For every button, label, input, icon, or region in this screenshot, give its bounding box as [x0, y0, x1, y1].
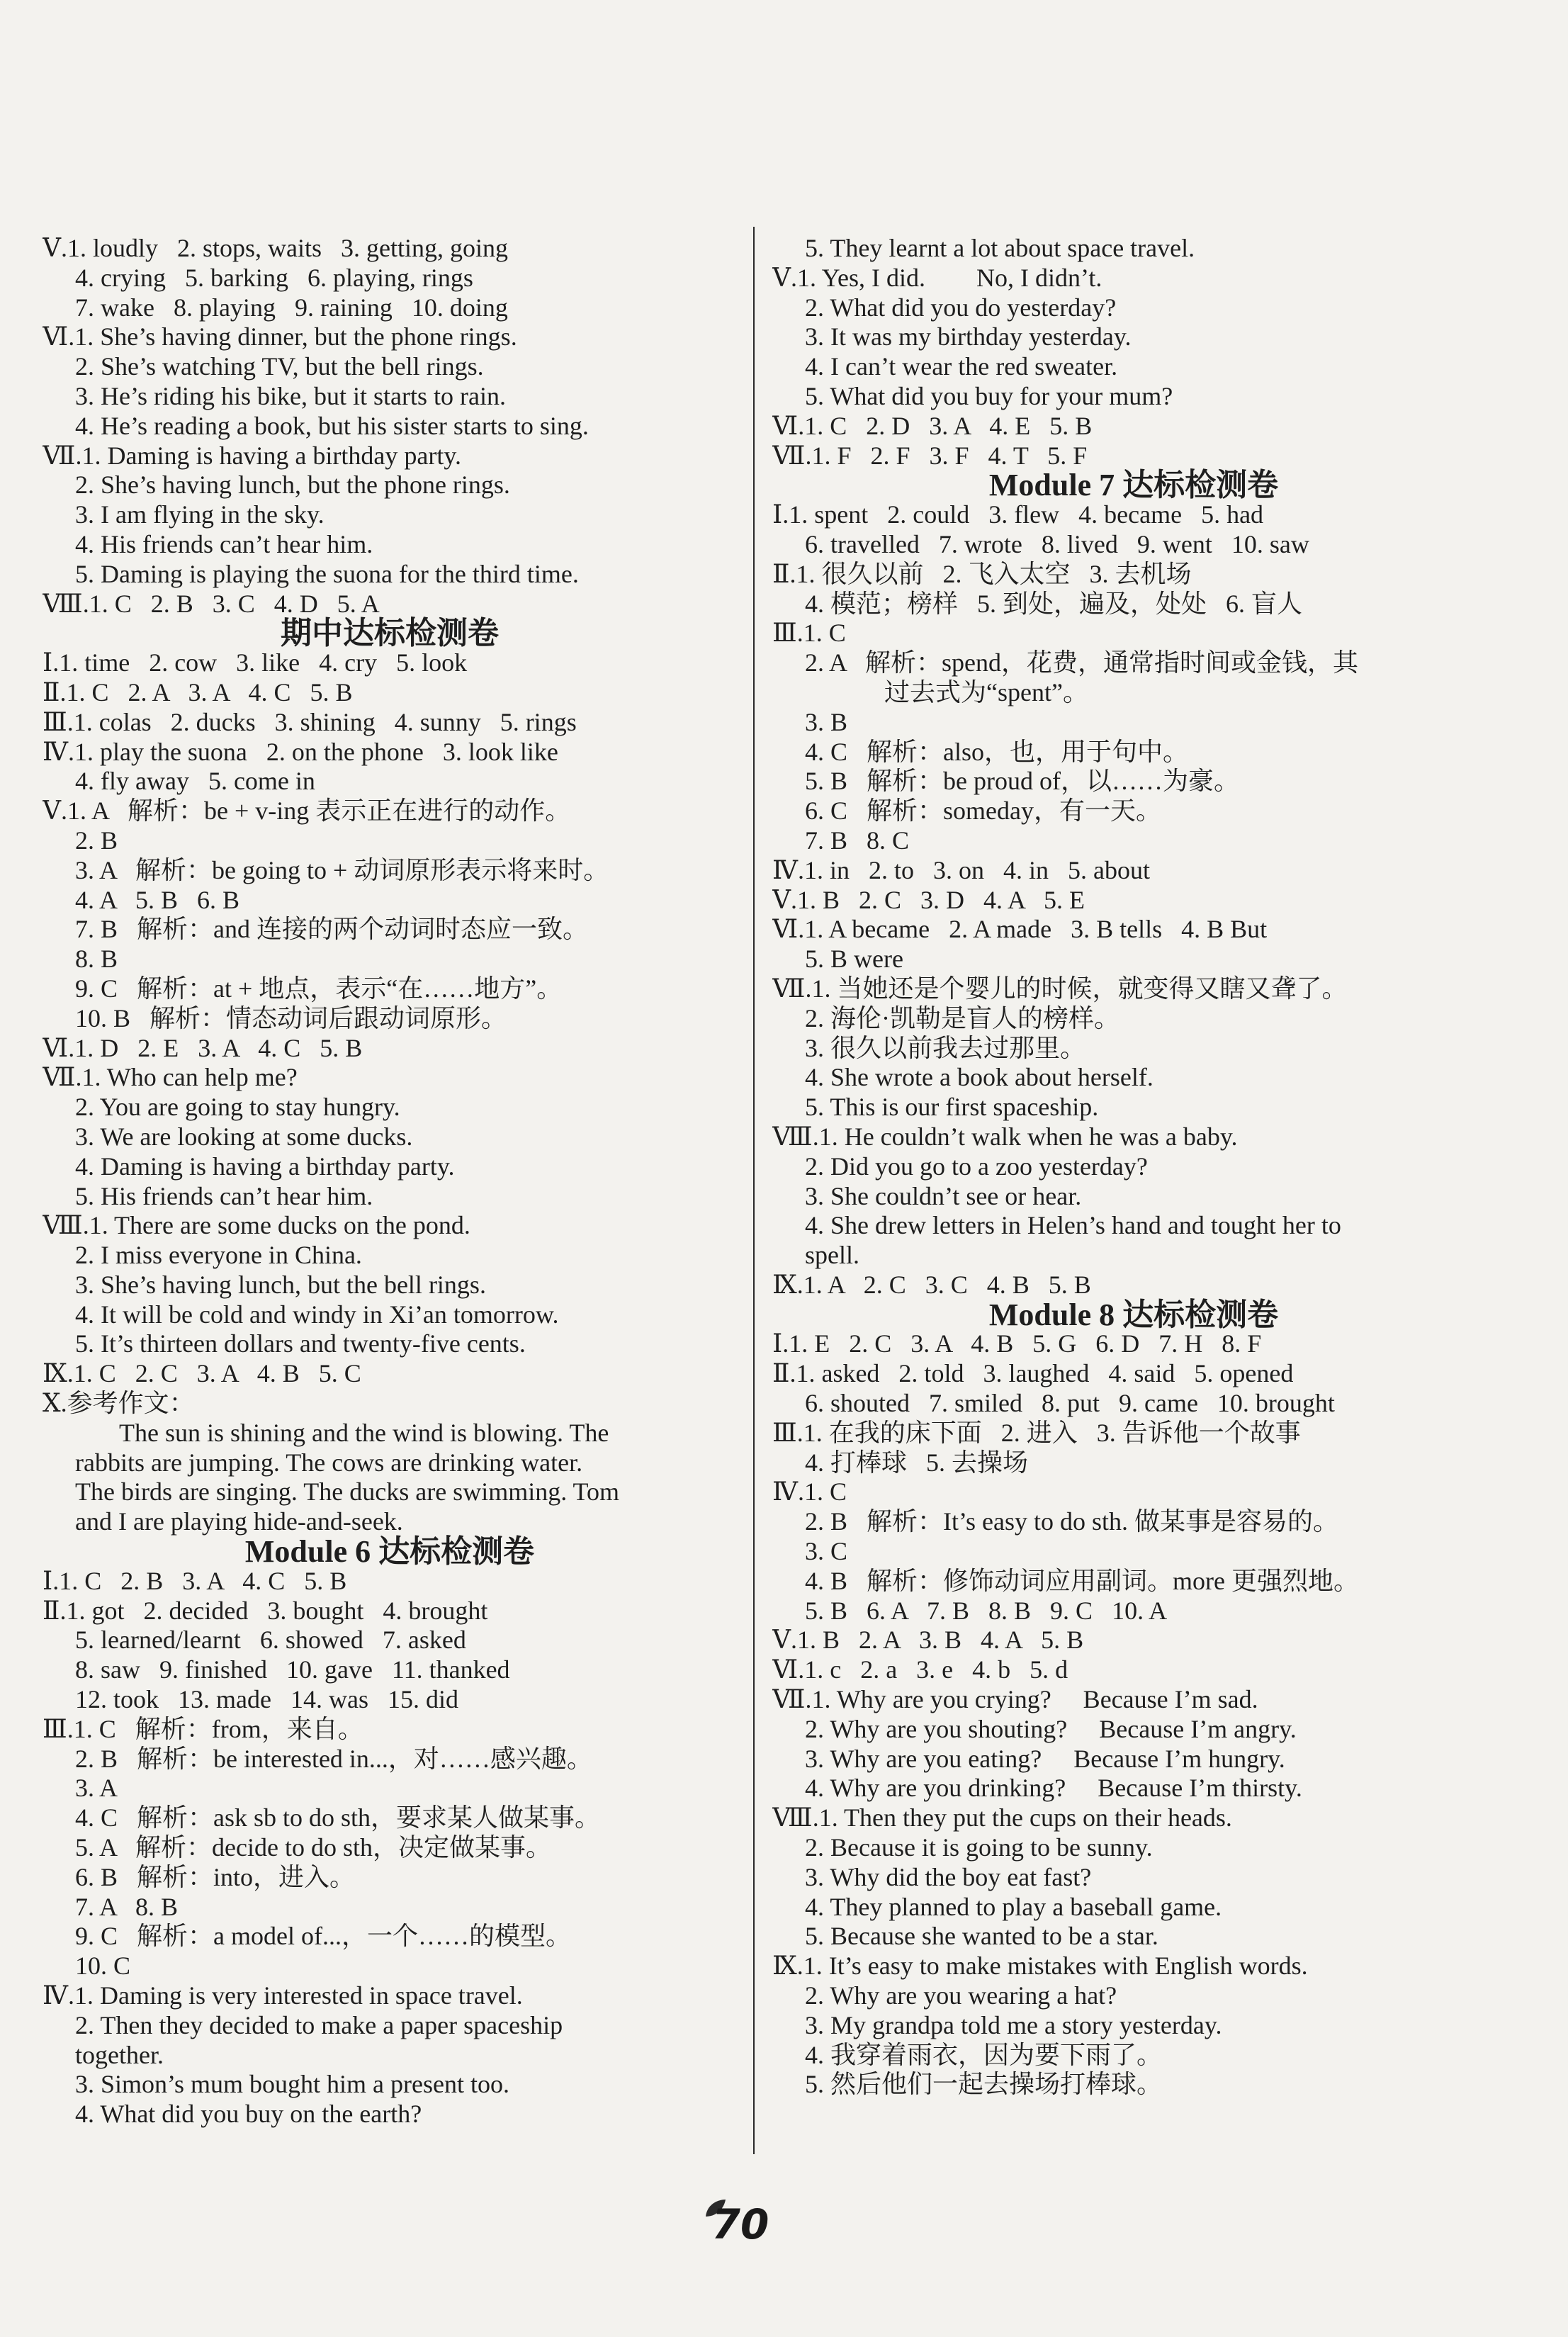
answer-line: 3. A: [75, 1774, 118, 1803]
answer-line: Ⅳ.1. in 2. to 3. on 4. in 5. about: [772, 855, 1150, 884]
answer-line: Ⅳ.1. Daming is very interested in space travel.: [43, 1981, 523, 2010]
answer-line: 5. It’s thirteen dollars and twenty-five cents.: [75, 1329, 526, 1358]
answer-line: 2. B 解析：be interested in...，对……感兴趣。: [75, 1744, 592, 1773]
section-heading: Module 6 达标检测卷: [244, 1534, 535, 1570]
answer-line: 7. A 8. B: [75, 1892, 179, 1921]
answer-line: 过去式为“spent”。: [884, 677, 1088, 706]
answer-line: Ⅷ.1. There are some ducks on the pond.: [43, 1211, 470, 1240]
answer-line: 4. B 解析：修饰动词应用副词。more 更强烈地。: [805, 1566, 1359, 1595]
answer-line: 2. Then they decided to make a paper spaceship: [75, 2010, 563, 2039]
answer-line: The birds are singing. The ducks are swimming. Tom: [75, 1477, 620, 1507]
answer-line: 3. 很久以前我去过那里。: [805, 1033, 1086, 1062]
answer-line: 7. wake 8. playing 9. raining 10. doing: [75, 293, 508, 322]
answer-line: Ⅰ.1. time 2. cow 3. like 4. cry 5. look: [43, 648, 468, 677]
column-divider: [753, 227, 755, 2154]
answer-line: 5. B 6. A 7. B 8. B 9. C 10. A: [805, 1596, 1168, 1625]
answer-line: Ⅶ.1. F 2. F 3. F 4. T 5. F: [772, 441, 1088, 470]
answer-line: 2. Why are you wearing a hat?: [805, 1981, 1117, 2010]
answer-line: 2. A 解析：spend，花费，通常指时间或金钱，其: [805, 648, 1359, 677]
answer-line: 5. Daming is playing the suona for the third time.: [75, 559, 579, 588]
answer-line: 9. C 解析：a model of...，一个……的模型。: [75, 1922, 571, 1951]
answer-line: Ⅱ.1. asked 2. told 3. laughed 4. said 5. opened: [772, 1359, 1294, 1388]
answer-line: 4. C 解析：also，也，用于句中。: [805, 737, 1189, 766]
answer-line: 3. B: [805, 707, 848, 736]
page-number: 70: [711, 2200, 769, 2248]
answer-line: 4. His friends can’t hear him.: [75, 529, 373, 558]
answer-line: Ⅲ.1. colas 2. ducks 3. shining 4. sunny 5. rings: [43, 707, 577, 736]
answer-line: Ⅰ.1. E 2. C 3. A 4. B 5. G 6. D 7. H 8. F: [772, 1329, 1262, 1358]
answer-line: 5. B were: [805, 945, 903, 974]
answer-line: 5. This is our first spaceship.: [805, 1093, 1099, 1122]
answer-line: Ⅲ.1. C 解析：from，来自。: [43, 1714, 363, 1743]
answer-line: 4. She wrote a book about herself.: [805, 1063, 1154, 1092]
answer-line: 10. B 解析：情态动词后跟动词原形。: [75, 1003, 507, 1032]
answer-line: 4. 打棒球 5. 去操场: [805, 1448, 1029, 1477]
answer-line: 9. C 解析：at + 地点，表示“在……地方”。: [75, 974, 563, 1003]
answer-line: 4. I can’t wear the red sweater.: [805, 352, 1118, 381]
answer-line: and I are playing hide-and-seek.: [75, 1507, 403, 1536]
answer-line: together.: [75, 2040, 164, 2069]
answer-line: Ⅰ.1. C 2. B 3. A 4. C 5. B: [43, 1566, 347, 1595]
answer-line: 6. travelled 7. wrote 8. lived 9. went 10. saw: [805, 529, 1309, 558]
answer-line: 4. A 5. B 6. B: [75, 885, 240, 914]
answer-line: 4. Why are you drinking? Because I’m thirsty.: [805, 1774, 1302, 1803]
answer-line: Ⅳ.1. play the suona 2. on the phone 3. look like: [43, 737, 558, 766]
answer-line: 2. She’s watching TV, but the bell rings.: [75, 352, 484, 381]
answer-line: Ⅱ.1. got 2. decided 3. bought 4. brought: [43, 1596, 488, 1625]
section-heading: 期中达标检测卷: [281, 616, 499, 651]
answer-line: Ⅹ.参考作文：: [43, 1389, 195, 1418]
answer-line: 2. Did you go to a zoo yesterday?: [805, 1151, 1148, 1181]
answer-line: 6. shouted 7. smiled 8. put 9. came 10. brought: [805, 1389, 1335, 1418]
answer-line: 3. A 解析：be going to + 动词原形表示将来时。: [75, 855, 609, 884]
answer-line: 4. C 解析：ask sb to do sth，要求某人做某事。: [75, 1803, 601, 1832]
left-column: [43, 234, 737, 2129]
answer-line: Ⅷ.1. He couldn’t walk when he was a baby.: [772, 1122, 1238, 1151]
answer-line: Ⅵ.1. c 2. a 3. e 4. b 5. d: [772, 1655, 1068, 1684]
answer-line: 2. Why are you shouting? Because I’m angry.: [805, 1714, 1297, 1743]
answer-line: 7. B 8. C: [805, 826, 910, 855]
answer-line: Ⅵ.1. A became 2. A made 3. B tells 4. B But: [772, 915, 1268, 944]
answer-line: 5. They learnt a lot about space travel.: [805, 234, 1195, 262]
answer-line: Ⅲ.1. C: [772, 619, 846, 648]
answer-line: 2. What did you do yesterday?: [805, 293, 1117, 322]
answer-line: Ⅶ.1. Why are you crying? Because I’m sad.: [772, 1685, 1258, 1714]
answer-line: Ⅸ.1. It’s easy to make mistakes with English words.: [772, 1952, 1308, 1981]
answer-line: 6. C 解析：someday，有一天。: [805, 796, 1161, 826]
answer-line: Ⅴ.1. Yes, I did. No, I didn’t.: [772, 263, 1102, 292]
answer-line: 4. It will be cold and windy in Xi’an tomorrow.: [75, 1300, 559, 1329]
answer-line: Ⅴ.1. B 2. A 3. B 4. A 5. B: [772, 1626, 1084, 1655]
answer-line: 4. crying 5. barking 6. playing, rings: [75, 263, 473, 292]
answer-line: 4. 我穿着雨衣，因为要下雨了。: [805, 2040, 1163, 2069]
answer-line: 5. What did you buy for your mum?: [805, 381, 1173, 410]
answer-line: Ⅴ.1. loudly 2. stops, waits 3. getting, going: [43, 234, 508, 262]
answer-line: 6. B 解析：into，进入。: [75, 1862, 356, 1891]
section-heading: Module 7 达标检测卷: [988, 468, 1279, 503]
answer-line: 5. B 解析：be proud of，以……为豪。: [805, 767, 1239, 796]
answer-line: Ⅵ.1. She’s having dinner, but the phone rings.: [43, 322, 517, 351]
answer-line: The sun is shining and the wind is blowing. The: [119, 1418, 609, 1447]
right-column: [772, 234, 1495, 2100]
answer-line: 8. B: [75, 945, 118, 974]
answer-line: 3. I am flying in the sky.: [75, 500, 325, 529]
answer-line: 3. She’s having lunch, but the bell rings.: [75, 1270, 486, 1299]
answer-line: 4. He’s reading a book, but his sister starts to sing.: [75, 411, 589, 440]
answer-line: 7. B 解析：and 连接的两个动词时态应一致。: [75, 915, 588, 944]
answer-line: 5. learned/learnt 6. showed 7. asked: [75, 1626, 466, 1655]
answer-line: Ⅸ.1. A 2. C 3. C 4. B 5. B: [772, 1270, 1091, 1299]
answer-line: Ⅵ.1. C 2. D 3. A 4. E 5. B: [772, 411, 1093, 440]
answer-line: 2. 海伦·凯勒是盲人的榜样。: [805, 1003, 1119, 1032]
answer-line: 3. Why did the boy eat fast?: [805, 1862, 1092, 1891]
answer-line: 4. fly away 5. come in: [75, 767, 315, 796]
answer-line: 10. C: [75, 1952, 131, 1981]
answer-line: Ⅴ.1. A 解析：be + v-ing 表示正在进行的动作。: [43, 796, 571, 826]
answer-line: Ⅴ.1. B 2. C 3. D 4. A 5. E: [772, 885, 1085, 914]
answer-line: 4. Daming is having a birthday party.: [75, 1151, 455, 1181]
answer-line: Ⅲ.1. 在我的床下面 2. 进入 3. 告诉他一个故事: [772, 1418, 1301, 1447]
answer-line: 3. Why are you eating? Because I’m hungry.: [805, 1744, 1285, 1773]
answer-line: 3. It was my birthday yesterday.: [805, 322, 1132, 351]
answer-line: 2. I miss everyone in China.: [75, 1241, 362, 1270]
answer-line: Ⅷ.1. C 2. B 3. C 4. D 5. A: [43, 589, 380, 618]
answer-line: Ⅸ.1. C 2. C 3. A 4. B 5. C: [43, 1359, 361, 1388]
answer-line: spell.: [805, 1241, 859, 1270]
answer-line: 5. His friends can’t hear him.: [75, 1181, 373, 1210]
answer-line: 3. We are looking at some ducks.: [75, 1122, 413, 1151]
answer-line: Ⅰ.1. spent 2. could 3. flew 4. became 5. had: [772, 500, 1264, 529]
answer-line: 12. took 13. made 14. was 15. did: [75, 1685, 458, 1714]
answer-line: 2. Because it is going to be sunny.: [805, 1833, 1153, 1862]
answer-line: rabbits are jumping. The cows are drinking water.: [75, 1448, 583, 1477]
answer-line: Ⅳ.1. C: [772, 1477, 847, 1507]
answer-line: Ⅷ.1. Then they put the cups on their heads.: [772, 1803, 1232, 1832]
answer-line: 2. B: [75, 826, 118, 855]
answer-line: 3. He’s riding his bike, but it starts to rain.: [75, 381, 506, 410]
answer-line: 2. B 解析：It’s easy to do sth. 做某事是容易的。: [805, 1507, 1338, 1536]
answer-line: 4. 模范；榜样 5. 到处，遍及，处处 6. 盲人: [805, 589, 1303, 618]
answer-line: 3. She couldn’t see or hear.: [805, 1181, 1082, 1210]
answer-line: 2. You are going to stay hungry.: [75, 1093, 400, 1122]
answer-line: 4. She drew letters in Helen’s hand and tought her to: [805, 1211, 1341, 1240]
answer-line: 3. C: [805, 1537, 848, 1566]
answer-line: 5. Because she wanted to be a star.: [805, 1922, 1158, 1951]
answer-line: Ⅱ.1. C 2. A 3. A 4. C 5. B: [43, 677, 353, 706]
answer-line: 5. A 解析：decide to do sth，决定做某事。: [75, 1833, 551, 1862]
answer-line: 4. What did you buy on the earth?: [75, 2100, 422, 2129]
section-heading: Module 8 达标检测卷: [988, 1297, 1279, 1332]
answer-line: Ⅶ.1. 当她还是个婴儿的时候，就变得又瞎又聋了。: [772, 974, 1348, 1003]
answer-line: 3. Simon’s mum bought him a present too.: [75, 2070, 509, 2099]
answer-line: Ⅶ.1. Daming is having a birthday party.: [43, 441, 462, 470]
answer-line: 8. saw 9. finished 10. gave 11. thanked: [75, 1655, 510, 1684]
answer-line: 2. She’s having lunch, but the phone rings.: [75, 471, 510, 500]
answer-line: Ⅶ.1. Who can help me?: [43, 1063, 298, 1092]
answer-line: 4. They planned to play a baseball game.: [805, 1892, 1222, 1921]
answer-line: 5. 然后他们一起去操场打棒球。: [805, 2070, 1163, 2099]
answer-line: Ⅱ.1. 很久以前 2. 飞入太空 3. 去机场: [772, 559, 1192, 588]
answer-line: Ⅵ.1. D 2. E 3. A 4. C 5. B: [43, 1033, 363, 1062]
answer-line: 3. My grandpa told me a story yesterday.: [805, 2010, 1222, 2039]
